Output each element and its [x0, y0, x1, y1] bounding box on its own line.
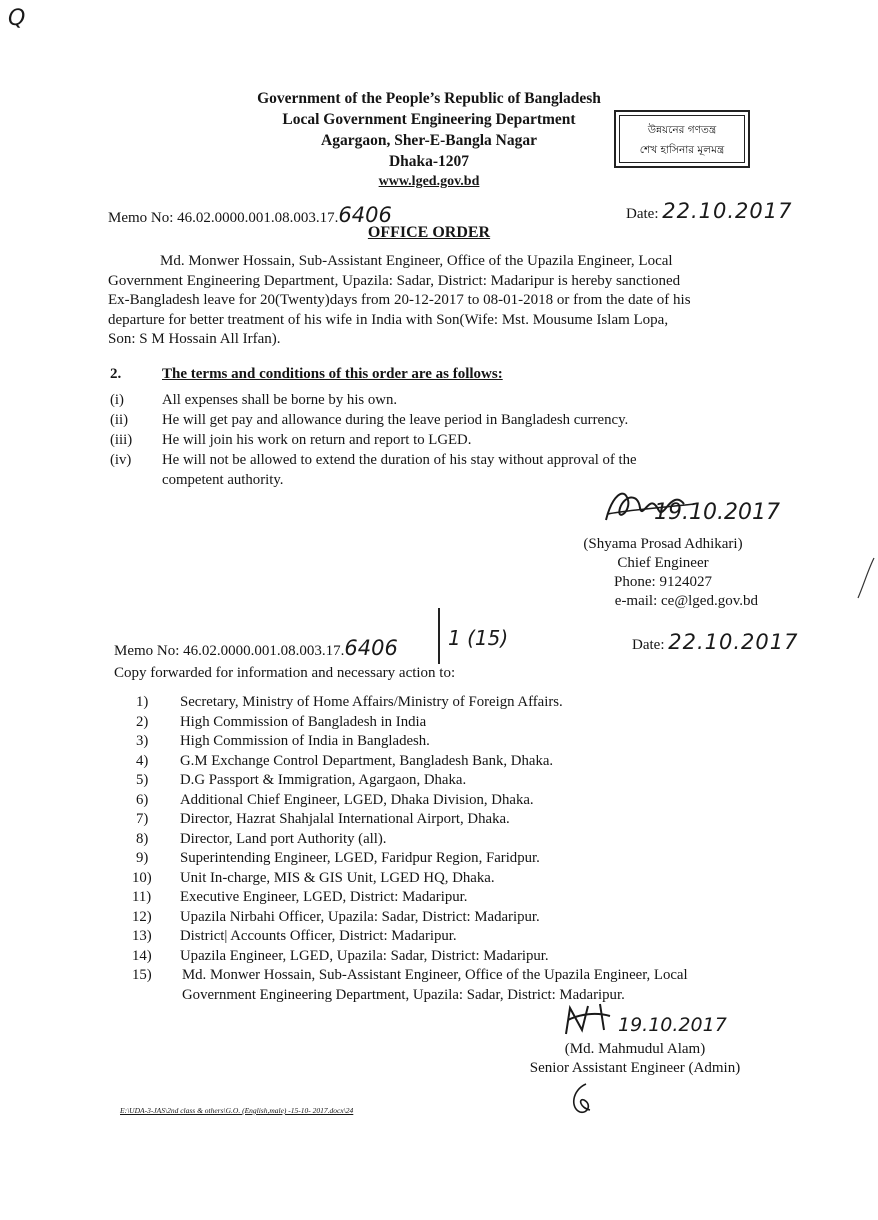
item-number: 6)	[136, 791, 149, 808]
item-number: 1)	[136, 694, 149, 710]
list-item	[130, 946, 790, 966]
memo-date-2	[632, 630, 798, 654]
initials-scribble	[566, 1080, 602, 1116]
item-number: 4)	[136, 752, 149, 769]
item-number: 15)	[132, 967, 152, 983]
item-text: G.M Exchange Control Department, Bangladesh Bank, Dhaka.	[180, 752, 554, 769]
header-city: Dhaka-1207	[388, 153, 470, 170]
copy-list	[130, 692, 790, 1004]
handwritten-date: 22.10.2017	[662, 199, 793, 223]
item-text: Government Engineering Department, Upazila: Sadar, District: Madaripur.	[182, 986, 625, 1003]
date-label: Date:	[626, 206, 659, 222]
item-text: District| Accounts Officer, District: Madaripur.	[180, 928, 457, 944]
list-item	[130, 770, 790, 790]
item-text: Director, Land port Authority (all).	[180, 830, 387, 847]
item-number: 11)	[132, 889, 152, 905]
signatory-phone: Phone: 9124027	[614, 574, 712, 590]
footer-file-path: E:\UDA-3-JAS\2nd class & others\G.O. (English,male) -15-10- 2017.docx\24	[120, 1106, 354, 1115]
list-item	[110, 390, 750, 410]
body-line: Son: S M Hossain All Irfan).	[108, 331, 281, 347]
memo-number-2	[114, 636, 398, 660]
item-text: Additional Chief Engineer, LGED, Dhaka Division, Dhaka.	[180, 791, 534, 808]
item-number: 5)	[136, 772, 149, 788]
item-text: Md. Monwer Hossain, Sub-Assistant Engineer, Office of the Upazila Engineer, Local	[182, 967, 688, 983]
list-item	[130, 712, 790, 732]
list-item	[130, 965, 790, 985]
terms-list	[110, 390, 750, 490]
list-item	[110, 410, 750, 430]
date-label: Date:	[632, 637, 665, 653]
terms-number: 2.	[110, 366, 122, 382]
memo-label: Memo No: 46.02.0000.001.08.003.17.	[108, 210, 339, 226]
signature-handwritten-date: 19.10.2017	[654, 500, 780, 525]
item-text: Upazila Nirbahi Officer, Upazila: Sadar, District: Madaripur.	[180, 908, 540, 925]
signatory-email: e-mail: ce@lged.gov.bd	[614, 593, 758, 609]
item-number: (iv)	[110, 452, 132, 468]
memo-label: Memo No: 46.02.0000.001.08.003.17.	[114, 643, 345, 659]
list-item	[130, 731, 790, 751]
signatory-designation: Chief Engineer	[617, 555, 709, 571]
body-line: departure for better treatment of his wife in India with Son(Wife: Mst. Mousume Islam Lopa,	[108, 311, 669, 328]
item-text: All expenses shall be borne by his own.	[162, 392, 398, 408]
item-text: Unit In-charge, MIS & GIS Unit, LGED HQ, Dhaka.	[180, 869, 495, 886]
list-item	[110, 430, 750, 450]
item-number: 13)	[132, 928, 152, 944]
header-department: Local Government Engineering Department	[282, 111, 576, 128]
item-text: Director, Hazrat Shahjalal International Airport, Dhaka.	[180, 811, 510, 827]
item-text: Secretary, Ministry of Home Affairs/Ministry of Foreign Affairs.	[180, 694, 563, 710]
signatory-name-2: (Md. Mahmudul Alam)	[564, 1041, 706, 1057]
list-item	[130, 809, 790, 829]
list-item	[130, 692, 790, 712]
terms-heading: The terms and conditions of this order are as follows:	[162, 366, 503, 382]
copy-forward-intro: Copy forwarded for information and necessary action to:	[114, 665, 456, 681]
office-order-body	[108, 252, 758, 350]
item-number: (i)	[110, 392, 124, 408]
item-text: Executive Engineer, LGED, District: Madaripur.	[180, 889, 468, 905]
list-item	[110, 450, 750, 470]
handwritten-memo-no: 6406	[338, 203, 392, 227]
list-item	[130, 868, 790, 888]
list-item	[130, 790, 790, 810]
list-item	[130, 907, 790, 927]
signatory-name: (Shyama Prosad Adhikari)	[583, 536, 743, 552]
handwritten-memo-no: 6406	[344, 636, 398, 660]
body-line: Md. Monwer Hossain, Sub-Assistant Engineer, Office of the Upazila Engineer, Local	[160, 253, 673, 269]
item-text: Superintending Engineer, LGED, Faridpur Region, Faridpur.	[180, 850, 540, 866]
handwritten-date: 22.10.2017	[668, 630, 799, 654]
item-text: competent authority.	[162, 472, 284, 488]
body-line: Ex-Bangladesh leave for 20(Twenty)days from 20-12-2017 to 08-01-2018 or from the date of his	[108, 292, 691, 308]
body-line: Government Engineering Department, Upazila: Sadar, District: Madaripur is hereby sanctioned	[108, 272, 681, 289]
item-number: 2)	[136, 713, 149, 730]
office-order-title: OFFICE ORDER	[367, 224, 491, 241]
signature-handwritten-date-2: 19.10.2017	[618, 1014, 727, 1036]
item-number: 14)	[132, 947, 152, 964]
header-address: Agargaon, Sher-E-Bangla Nagar	[321, 132, 537, 149]
item-number: 9)	[136, 850, 149, 866]
list-item	[130, 926, 790, 946]
slogan-stamp	[614, 110, 750, 168]
list-item	[130, 829, 790, 849]
header-website: www.lged.gov.bd	[378, 174, 480, 189]
list-item	[130, 848, 790, 868]
signatory-designation-2: Senior Assistant Engineer (Admin)	[529, 1060, 741, 1076]
item-text: He will join his work on return and report to LGED.	[162, 432, 472, 448]
corner-handwritten-mark: Q	[8, 6, 26, 31]
item-number: 8)	[136, 830, 149, 847]
item-number: 12)	[132, 908, 152, 925]
memo-date-1	[626, 199, 792, 223]
item-number: 3)	[136, 733, 149, 749]
signature-scribble-admin	[560, 1000, 620, 1040]
item-number: 10)	[132, 869, 152, 886]
header-government: Government of the People’s Republic of Bangladesh	[257, 90, 601, 107]
list-item	[130, 887, 790, 907]
list-item	[130, 751, 790, 771]
item-text: He will get pay and allowance during the leave period in Bangladesh currency.	[162, 412, 629, 428]
margin-pen-mark	[856, 556, 876, 600]
item-number: (ii)	[110, 412, 129, 428]
stamp-line-2: শেখ হাসিনার মূলমন্ত্র	[639, 144, 725, 156]
item-text: High Commission of Bangladesh in India	[180, 713, 427, 730]
item-number: 7)	[136, 811, 149, 827]
item-text: Upazila Engineer, LGED, Upazila: Sadar, District: Madaripur.	[180, 947, 549, 964]
item-text: He will not be allowed to extend the duration of his stay without approval of the	[162, 452, 637, 468]
handwritten-copy-count: 1 (15)	[448, 626, 509, 650]
item-text: High Commission of India in Bangladesh.	[180, 733, 430, 749]
stamp-line-1: উন্নয়নের গণতন্ত্র	[647, 124, 717, 136]
list-item-continuation	[130, 985, 790, 1005]
handwritten-divider-line	[438, 608, 440, 664]
item-number: (iii)	[110, 432, 133, 448]
item-text: D.G Passport & Immigration, Agargaon, Dhaka.	[180, 772, 467, 788]
